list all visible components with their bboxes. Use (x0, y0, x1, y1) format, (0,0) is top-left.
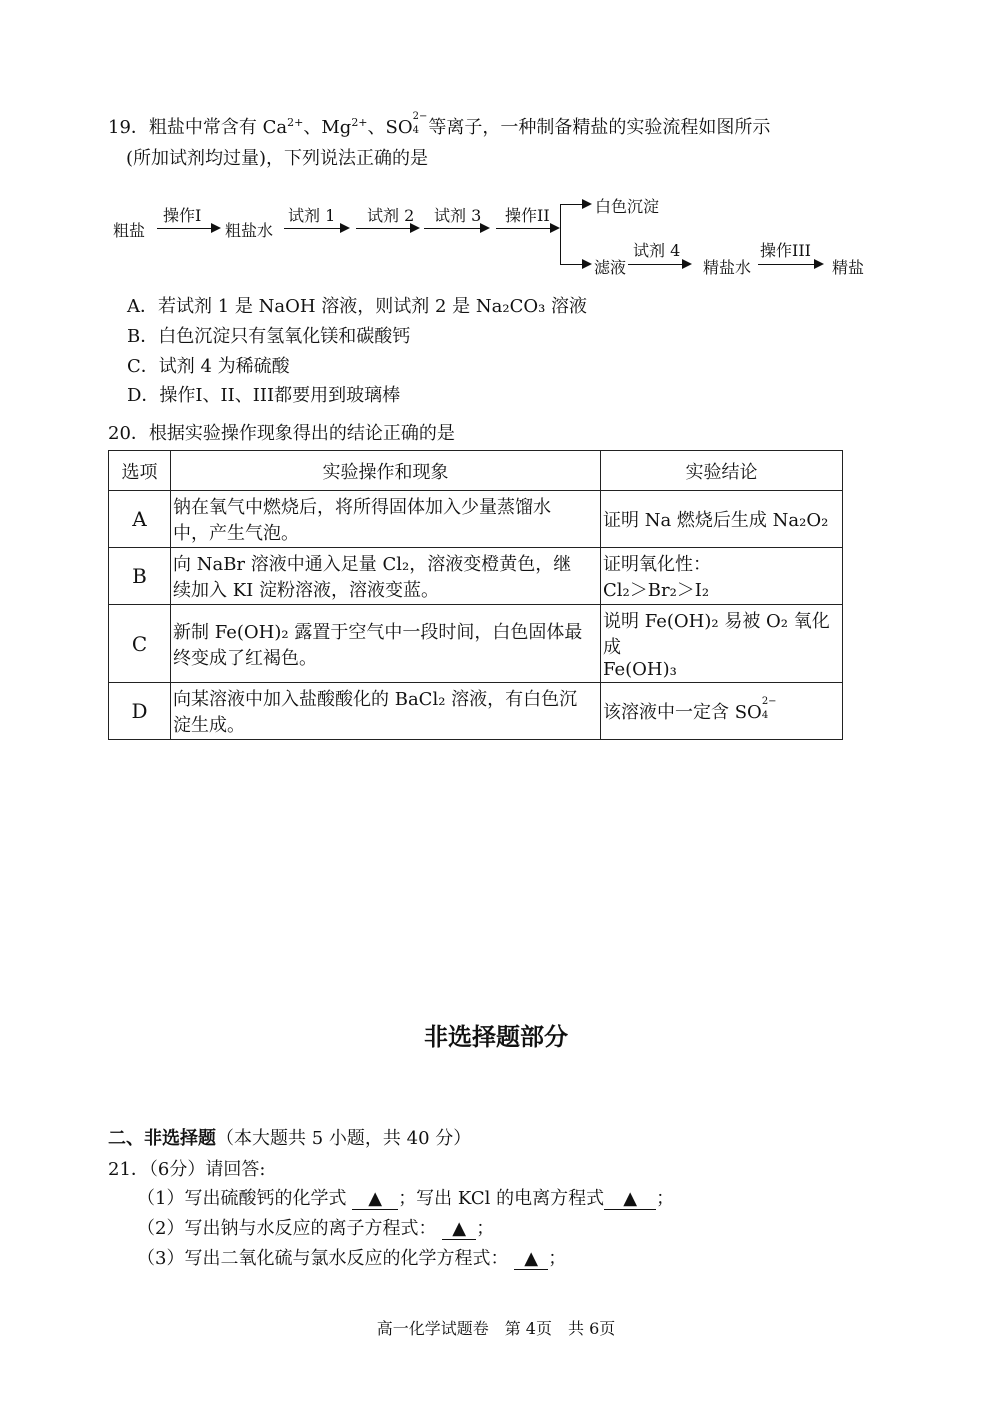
table-row (109, 605, 843, 683)
flow-arrow-6 (758, 264, 822, 265)
flow-filtrate: 滤液 (594, 258, 627, 277)
q19-option-c: C．试剂 4 为稀硫酸 (127, 356, 290, 377)
row-conclusion: 说明 Fe(OH)₂ 易被 O₂ 氧化成 Fe(OH)₃ (601, 605, 843, 683)
flow-reagent1: 试剂 1 (288, 206, 336, 225)
row-operation: 钠在氧气中燃烧后，将所得固体加入少量蒸馏水 中，产生气泡。 (171, 491, 601, 548)
table-row (109, 548, 843, 605)
answer-blank[interactable]: ▲ (604, 1188, 656, 1210)
flow-arrow-4 (424, 228, 488, 229)
q21-item-2: （2）写出钠与水反应的离子方程式： ▲ ； (137, 1218, 495, 1239)
q19-stem-line2: (所加试剂均过量)，下列说法正确的是 (126, 148, 429, 169)
flow-crude-salt: 粗盐 (113, 221, 146, 240)
flow-arrow-1 (157, 228, 219, 229)
flow-branch-line (560, 204, 561, 264)
q21-item-3: （3）写出二氧化硫与氯水反应的化学方程式： ▲ ； (137, 1248, 567, 1269)
q19-number: 19． (108, 117, 149, 138)
q21-stem: 21．（6分）请回答: (108, 1159, 266, 1180)
flow-white-ppt: 白色沉淀 (595, 197, 660, 216)
q20-stem: 20．根据实验操作现象得出的结论正确的是 (108, 423, 455, 444)
flow-arrow-5 (628, 264, 690, 265)
flow-op1: 操作I (163, 206, 202, 225)
q19-stem-line1: 19．粗盐中常含有 $Ca^{2+}$、$Mg^{2+}$、SO 2− 4 等离子，一种制备精盐的实验流程如图所示 (108, 111, 771, 138)
header-operation: 实验操作和现象 (171, 451, 601, 491)
row-operation: 新制 Fe(OH)₂ 露置于空气中一段时间，白色固体最 终变成了红褐色。 (171, 605, 601, 683)
row-conclusion: 该溶液中一定含 SO 2− 4 (601, 683, 843, 740)
row-option: C (109, 605, 171, 683)
flow-reagent3: 试剂 3 (434, 206, 482, 225)
row-option: D (109, 683, 171, 740)
flow-arrow-3 (356, 228, 418, 229)
table-header-row (109, 451, 843, 491)
flow-arrow-filtrate (560, 264, 590, 265)
table-row (109, 491, 843, 548)
table-row (109, 683, 843, 740)
section-heading: 二、非选择题（本大题共 5 小题，共 40 分） (108, 1128, 472, 1149)
flow-pure-brine: 精盐水 (703, 258, 752, 277)
flow-pure-salt: 精盐 (832, 258, 865, 277)
answer-blank[interactable]: ▲ (352, 1188, 398, 1210)
row-option: A (109, 491, 171, 548)
flow-brine: 粗盐水 (225, 221, 274, 240)
row-option: B (109, 548, 171, 605)
q20-table (108, 450, 843, 740)
answer-blank[interactable]: ▲ (442, 1218, 476, 1240)
row-operation: 向 NaBr 溶液中通入足量 Cl₂，溶液变橙黄色，继 续加入 KI 淀粉溶液，溶液变蓝。 (171, 548, 601, 605)
row-conclusion: 证明 Na 燃烧后生成 Na₂O₂ (601, 491, 843, 548)
header-conclusion: 实验结论 (601, 451, 843, 491)
flow-line-to-branch (496, 228, 558, 229)
flow-reagent4: 试剂 4 (633, 241, 681, 260)
flow-op3: 操作III (760, 241, 811, 260)
row-conclusion: 证明氧化性： Cl₂＞Br₂＞I₂ (601, 548, 843, 605)
flow-arrow-white-ppt (560, 204, 590, 205)
flow-arrow-2 (284, 228, 348, 229)
answer-blank[interactable]: ▲ (514, 1248, 548, 1270)
row-operation: 向某溶液中加入盐酸酸化的 BaCl₂ 溶液，有白色沉 淀生成。 (171, 683, 601, 740)
so4-ion-scripts: 2− 4 (412, 111, 428, 136)
flow-reagent2: 试剂 2 (367, 206, 415, 225)
flow-op2: 操作II (505, 206, 550, 225)
q21-item-1: （1）写出硫酸钙的化学式 ▲ ；写出 KCl 的电离方程式 ▲ ； (137, 1188, 675, 1209)
section-title: 非选择题部分 (424, 1023, 568, 1051)
q19-option-d: D．操作I、II、III都要用到玻璃棒 (127, 385, 401, 406)
header-option: 选项 (109, 451, 171, 491)
so4-ion-scripts: 2− 4 (761, 696, 777, 721)
q19-option-b: B．白色沉淀只有氢氧化镁和碳酸钙 (127, 326, 411, 347)
page-footer: 高一化学试题卷 第 4页 共 6页 (376, 1319, 616, 1338)
q19-option-a: A．若试剂 1 是 NaOH 溶液，则试剂 2 是 Na₂CO₃ 溶液 (127, 296, 588, 317)
